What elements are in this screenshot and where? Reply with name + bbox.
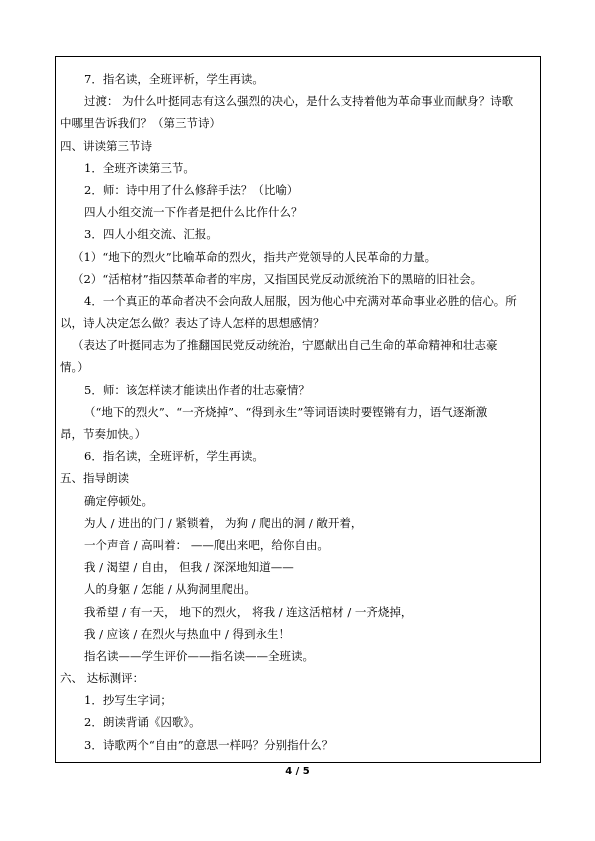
text-line: 过渡： 为什么叶挺同志有这么强烈的决心，是什么支持着他为革命事业而献身？诗歌 [84,94,514,109]
text-line: 人的身躯 / 怎能 / 从狗洞里爬出。 [84,582,256,597]
text-line: 3．四人小组交流、汇报。 [84,227,218,242]
text-line: 5．师：该怎样读才能读出作者的壮志豪情？ [84,382,310,397]
text-line: 2．师：诗中用了什么修辞手法？（比喻） [84,182,299,197]
text-line: 我 / 应该 / 在烈火与热血中 / 得到永生！ [84,626,291,641]
text-line: （1）“地下的烈火”比喻革命的烈火，指共产党领导的人民革命的力量。 [72,249,437,264]
text-line: （表达了叶挺同志为了推翻国民党反动统治，宁愿献出自己生命的革命精神和壮志豪 [72,338,498,353]
text-line: 一个声音 / 高叫着： ——爬出来吧，给你自由。 [84,537,329,552]
text-line: 中哪里告诉我们？（第三节诗） [60,116,221,131]
text-line: 我 / 渴望 / 自由， 但我 / 深深地知道—— [84,560,294,575]
text-line: 确定停顿处。 [84,493,153,508]
text-line: 四人小组交流一下作者是把什么比作什么？ [84,205,303,220]
text-line: 情。） [60,360,89,375]
lesson-plan-text [60,68,538,756]
text-line: 4．一个真正的革命者决不会向敌人屈服，因为他心中充满对革命事业必胜的信心。所 [84,293,517,308]
text-line: 昂，节奏加快。） [60,427,147,441]
text-line: 7．指名读，全班评析，学生再读。 [84,72,264,86]
text-line: （“地下的烈火”、“一齐烧掉”、“得到永生”等词语读时要铿锵有力，语气逐渐激 [84,404,488,419]
text-line: 六、 达标测评： [60,671,145,686]
text-line: 为人 / 进出的门 / 紧锁着， 为狗 / 爬出的洞 / 敞开着， [84,515,363,530]
page-number: 4 / 5 [285,766,310,777]
text-line: 2．朗读背诵《囚歌》。 [84,715,201,730]
text-line: 四、讲读第三节诗 [60,138,152,153]
text-line: 6．指名读，全班评析，学生再读。 [84,449,264,464]
text-line: 五、指导朗读 [60,471,129,486]
text-line: 1．全班齐读第三节。 [84,160,195,175]
text-line: 3．诗歌两个“自由”的意思一样吗？分别指什么？ [84,737,334,752]
text-line: 指名读——学生评价——指名读——全班读。 [84,648,314,663]
text-line: 以，诗人决定怎么做？表达了诗人怎样的思想感情？ [60,316,325,331]
text-line: 我希望 / 有一天， 地下的烈火， 将我 / 连这活棺材 / 一齐烧掉， [84,604,413,619]
text-line: 1．抄写生字词； [84,693,172,708]
text-line: （2）“活棺材”指囚禁革命者的牢房，又指国民党反动派统治下的黑暗的旧社会。 [72,271,483,286]
